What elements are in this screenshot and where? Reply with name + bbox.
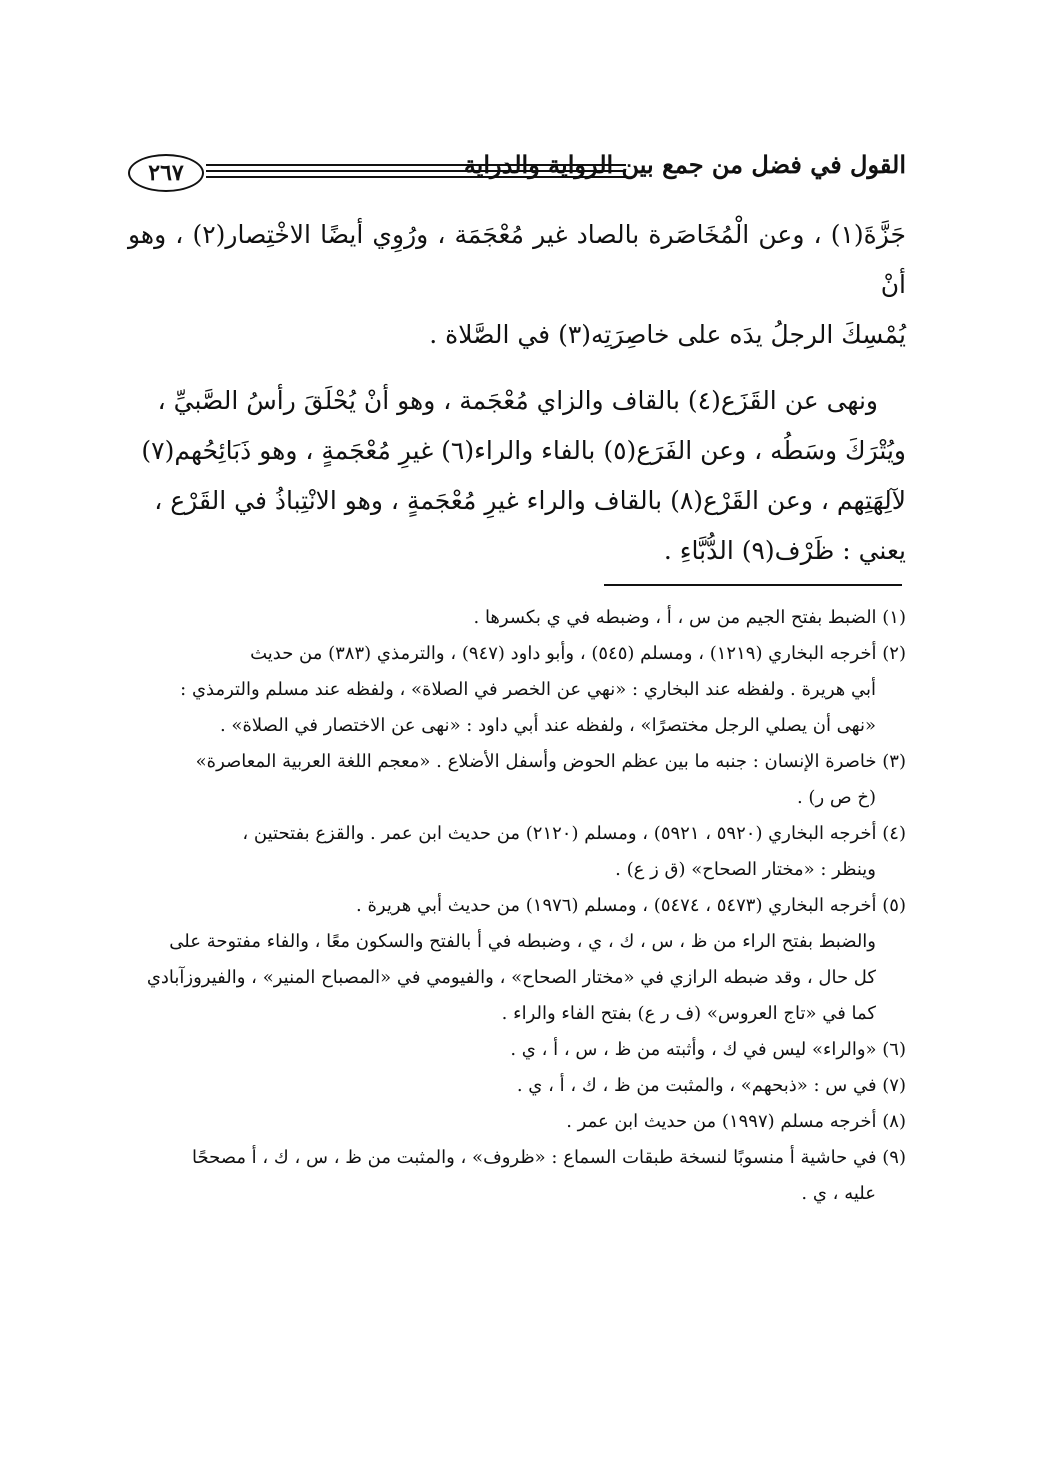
paragraph-1 — [128, 210, 906, 360]
footnote-4 — [128, 816, 906, 888]
footnote-line: أبي هريرة . ولفظه عند البخاري : «نهي عن الخصر في الصلاة» ، ولفظه عند مسلم والترمذي : — [180, 679, 876, 700]
page-header — [128, 150, 906, 202]
footnote-7: (٧) في س : «ذبحهم» ، والمثبت من ظ ، ك ، أ ، ي . — [516, 1075, 906, 1096]
footnote-line: (٤) أخرجه البخاري (٥٩٢٠ ، ٥٩٢١) ، ومسلم (٢١٢٠) من حديث ابن عمر . والقزع بفتحتين ، — [242, 823, 906, 844]
paragraph-2 — [128, 376, 906, 576]
footnote-line: (٢) أخرجه البخاري (١٢١٩) ، ومسلم (٥٤٥) ، وأبو داود (٩٤٧) ، والترمذي (٣٨٣) من حديث — [250, 643, 906, 664]
footnote-1: (١) الضبط بفتح الجيم من س ، أ ، وضبطه في ي بكسرها . — [473, 607, 906, 628]
footnote-line: وينظر : «مختار الصحاح» (ق ز ع) . — [615, 859, 876, 880]
footnote-line: عليه ، ي . — [801, 1183, 876, 1204]
footnotes — [128, 600, 906, 1212]
text-line: يُمْسِكَ الرجلُ يدَه على خاصِرَتِه(٣) في الصَّلاة . — [429, 320, 906, 349]
text-line: يعني : ظَرْف(٩) الدُّبَّاءِ . — [663, 536, 906, 565]
footnote-separator — [604, 584, 902, 586]
footnote-line: كل حال ، وقد ضبطه الرازي في «مختار الصحاح» ، والفيومي في «المصباح المنير» ، والفيروزآبادي — [146, 967, 876, 988]
footnote-line: (٣) خاصرة الإنسان : جنبه ما بين عظم الحوض وأسفل الأضلاع . «معجم اللغة العربية المعاصرة» — [195, 751, 906, 772]
page-number: ٢٦٧ — [128, 154, 204, 192]
footnote-line: (خ ص ر) . — [796, 787, 876, 808]
main-text — [128, 210, 906, 576]
footnote-9 — [128, 1140, 906, 1212]
footnote-8: (٨) أخرجه مسلم (١٩٩٧) من حديث ابن عمر . — [566, 1111, 906, 1132]
footnote-2 — [128, 636, 906, 744]
text-line: جَزَّةَ(١) ، وعن الْمُخَاصَرة بالصاد غير مُعْجَمَة ، ورُوِي أيضًا الاخْتِصار(٢) ، وهو أنْ — [128, 220, 906, 299]
text-line: لآلِهَتِهم ، وعن القَرْع(٨) بالقاف والراء غيرِ مُعْجَمةٍ ، وهو الانْتِباذُ في القَرْع ، — [154, 486, 906, 515]
footnote-6: (٦) «والراء» ليس في ك ، وأثبته من ظ ، س ، أ ، ي . — [510, 1039, 906, 1060]
footnote-line: «نهى أن يصلي الرجل مختصرًا» ، ولفظه عند أبي داود : «نهى عن الاختصار في الصلاة» . — [219, 715, 876, 736]
running-title: القول في فضل من جمع بين الرواية والدراية — [463, 150, 906, 179]
text-line: ويُتْرَكَ وسَطُه ، وعن الفَرَع(٥) بالفاء والراء(٦) غيرِ مُعْجَمةٍ ، وهو ذَبَائِحُهم(٧) — [141, 436, 906, 465]
footnote-5 — [128, 888, 906, 1032]
footnote-line: كما في «تاج العروس» (ف ر ع) بفتح الفاء والراء . — [501, 1003, 876, 1024]
footnote-3 — [128, 744, 906, 816]
footnote-line: (٩) في حاشية أ منسوبًا لنسخة طبقات السماع : «ظروف» ، والمثبت من ظ ، س ، ك ، أ مصححًا — [191, 1147, 906, 1168]
text-line: ونهى عن القَزَع(٤) بالقاف والزاي مُعْجَمة ، وهو أنْ يُحْلَقَ رأسُ الصَّبيِّ ، — [157, 386, 878, 415]
footnote-line: والضبط بفتح الراء من ظ ، س ، ك ، ي ، وضبطه في أ بالفتح والسكون معًا ، والفاء مفتوحة على — [169, 931, 876, 952]
footnote-line: (٥) أخرجه البخاري (٥٤٧٣ ، ٥٤٧٤) ، ومسلم (١٩٧٦) من حديث أبي هريرة . — [356, 895, 906, 916]
